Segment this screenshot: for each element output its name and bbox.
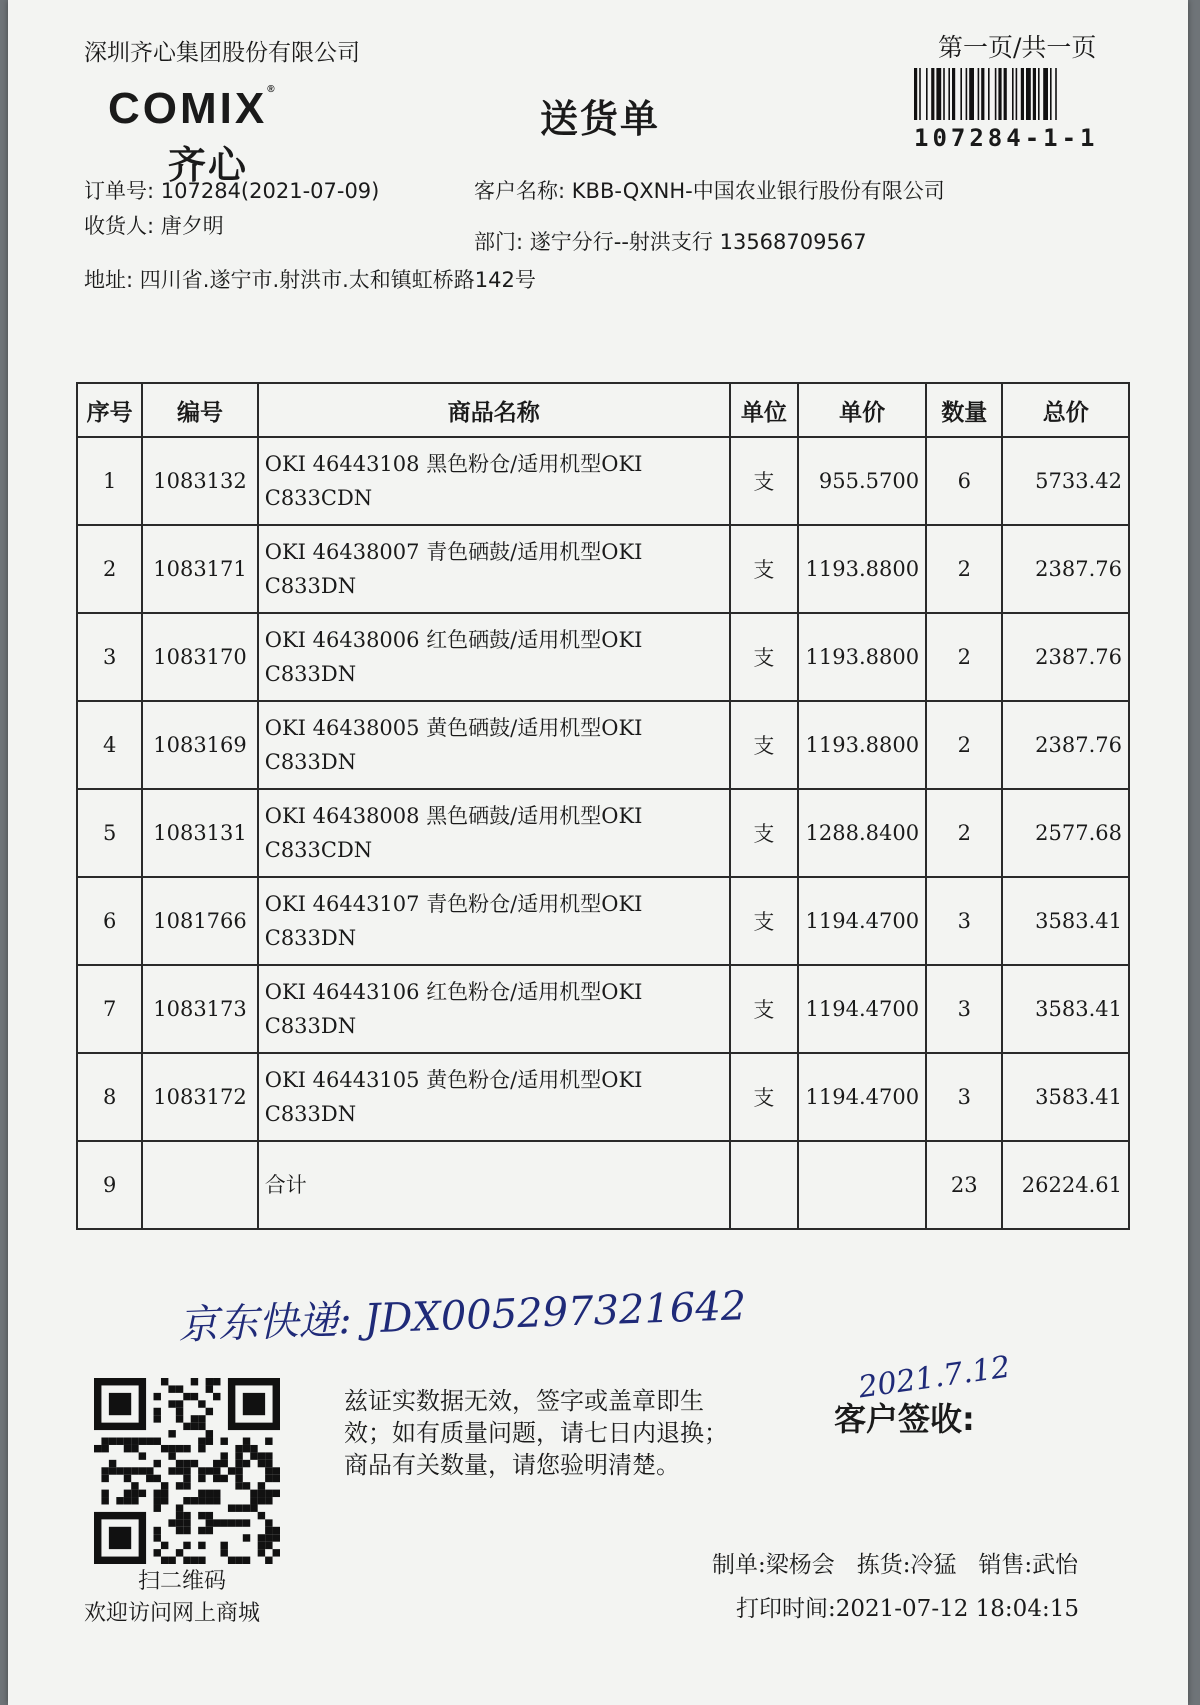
logo-chinese: 齐心 — [168, 143, 249, 187]
cell-price-empty — [798, 1141, 926, 1229]
cell-qty-sum: 23 — [926, 1141, 1002, 1229]
logo-text: COMIX — [108, 84, 268, 133]
qr-caption-line1: 扫二维码 — [138, 1569, 227, 1594]
cell-total: 3583.41 — [1002, 1053, 1129, 1141]
header-qty: 数量 — [926, 383, 1002, 437]
qr-caption-line2: 欢迎访问网上商城 — [84, 1601, 261, 1626]
cell-price: 1193.8800 — [798, 701, 926, 789]
cell-seq: 7 — [77, 965, 142, 1053]
header-unit: 单位 — [730, 383, 798, 437]
cell-code: 1083170 — [142, 613, 257, 701]
cell-code: 1083132 — [142, 437, 257, 525]
cell-qty: 3 — [926, 965, 1002, 1053]
cell-price: 1194.4700 — [798, 965, 926, 1053]
table-row — [77, 1053, 1129, 1141]
receiver — [84, 210, 224, 240]
company-name: 深圳齐心集团股份有限公司 — [84, 40, 360, 66]
cell-seq: 4 — [77, 701, 142, 789]
barcode-number: 107284-1-1 — [914, 124, 1099, 152]
receiver-label: 收货人: — [84, 214, 155, 238]
cell-price: 1194.4700 — [798, 1053, 926, 1141]
address — [84, 264, 536, 294]
cell-unit: 支 — [730, 701, 798, 789]
cell-unit: 支 — [730, 877, 798, 965]
order-value: 107284(2021-07-09) — [160, 179, 380, 203]
cell-seq: 9 — [77, 1141, 142, 1229]
cell-total-label: 合计 — [258, 1141, 730, 1229]
comix-logo — [108, 84, 278, 134]
header-code: 编号 — [142, 383, 257, 437]
cell-total: 2387.76 — [1002, 525, 1129, 613]
cell-price: 1193.8800 — [798, 525, 926, 613]
cell-seq: 1 — [77, 437, 142, 525]
cell-code: 1083171 — [142, 525, 257, 613]
cell-total: 2387.76 — [1002, 613, 1129, 701]
items-table — [76, 382, 1130, 1230]
cell-name: OKI 46443106 红色粉仓/适用机型OKI C833DN — [258, 965, 730, 1053]
cell-seq: 2 — [77, 525, 142, 613]
registered-mark-icon: ® — [267, 84, 278, 95]
cell-code: 1083131 — [142, 789, 257, 877]
cell-seq: 3 — [77, 613, 142, 701]
table-row — [77, 437, 1129, 525]
cell-name: OKI 46443105 黄色粉仓/适用机型OKI C833DN — [258, 1053, 730, 1141]
cell-name: OKI 46438005 黄色硒鼓/适用机型OKI C833DN — [258, 701, 730, 789]
cell-qty: 2 — [926, 789, 1002, 877]
table-row — [77, 965, 1129, 1053]
order-number — [84, 175, 379, 205]
address-value: 四川省.遂宁市.射洪市.太和镇虹桥路142号 — [139, 268, 536, 292]
barcode-icon — [914, 68, 1129, 120]
cell-name: OKI 46438007 青色硒鼓/适用机型OKI C833DN — [258, 525, 730, 613]
cell-unit: 支 — [730, 525, 798, 613]
cell-code: 1083169 — [142, 701, 257, 789]
cell-seq: 5 — [77, 789, 142, 877]
table-row — [77, 789, 1129, 877]
table-row — [77, 701, 1129, 789]
table-row — [77, 613, 1129, 701]
table-header-row — [77, 383, 1129, 437]
sales: 销售:武怡 — [978, 1552, 1079, 1578]
cell-total: 2387.76 — [1002, 701, 1129, 789]
order-label: 订单号: — [84, 179, 155, 203]
header-total: 总价 — [1002, 383, 1129, 437]
delivery-note-paper — [8, 0, 1188, 1705]
cell-qty: 6 — [926, 437, 1002, 525]
cell-code: 1083173 — [142, 965, 257, 1053]
cell-total: 5733.42 — [1002, 437, 1129, 525]
cell-total: 3583.41 — [1002, 965, 1129, 1053]
cell-price: 1288.8400 — [798, 789, 926, 877]
address-label: 地址: — [84, 268, 134, 292]
cell-qty: 3 — [926, 877, 1002, 965]
cell-seq: 6 — [77, 877, 142, 965]
cell-unit: 支 — [730, 613, 798, 701]
customer-sign-label: 客户签收: — [834, 1400, 975, 1438]
cell-code: 1083172 — [142, 1053, 257, 1141]
cell-qty: 2 — [926, 613, 1002, 701]
receiver-value: 唐夕明 — [160, 214, 224, 238]
table-total-row — [77, 1141, 1129, 1229]
cell-name: OKI 46443107 青色粉仓/适用机型OKI C833DN — [258, 877, 730, 965]
cell-qty: 3 — [926, 1053, 1002, 1141]
dept-value: 遂宁分行--射洪支行 13568709567 — [529, 230, 867, 254]
notice-text: 兹证实数据无效，签字或盖章即生效；如有质量问题，请七日内退换；商品有关数量，请您验明清楚。 — [344, 1387, 728, 1479]
cell-grand-total: 26224.61 — [1002, 1141, 1129, 1229]
handwritten-tracking: 京东快递: JDX005297321642 — [177, 1283, 747, 1349]
cell-total: 2577.68 — [1002, 789, 1129, 877]
customer-name — [474, 175, 945, 205]
header-seq: 序号 — [77, 383, 142, 437]
header-name: 商品名称 — [258, 383, 730, 437]
cell-total: 3583.41 — [1002, 877, 1129, 965]
cell-qty: 2 — [926, 701, 1002, 789]
customer-value: KBB-QXNH-中国农业银行股份有限公司 — [571, 179, 945, 203]
cell-unit: 支 — [730, 437, 798, 525]
maker: 制单:梁杨会 — [712, 1552, 835, 1578]
cell-price: 1193.8800 — [798, 613, 926, 701]
print-time: 打印时间:2021-07-12 18:04:15 — [736, 1596, 1079, 1622]
cell-code-empty — [142, 1141, 257, 1229]
page-info: 第一页/共一页 — [938, 33, 1097, 62]
cell-unit: 支 — [730, 965, 798, 1053]
cell-qty: 2 — [926, 525, 1002, 613]
table-row — [77, 525, 1129, 613]
footer-staff — [712, 1546, 1078, 1579]
cell-name: OKI 46443108 黑色粉仓/适用机型OKI C833CDN — [258, 437, 730, 525]
qr-code-icon — [94, 1378, 280, 1564]
cell-code: 1081766 — [142, 877, 257, 965]
dept-label: 部门: — [474, 230, 524, 254]
picker: 拣货:冷猛 — [856, 1552, 957, 1578]
cell-unit: 支 — [730, 1053, 798, 1141]
cell-unit-empty — [730, 1141, 798, 1229]
department — [474, 226, 867, 256]
cell-price: 1194.4700 — [798, 877, 926, 965]
cell-unit: 支 — [730, 789, 798, 877]
cell-price: 955.5700 — [798, 437, 926, 525]
cell-name: OKI 46438008 黑色硒鼓/适用机型OKI C833CDN — [258, 789, 730, 877]
table-row — [77, 877, 1129, 965]
header-price: 单价 — [798, 383, 926, 437]
cell-name: OKI 46438006 红色硒鼓/适用机型OKI C833DN — [258, 613, 730, 701]
document-title: 送货单 — [540, 97, 661, 141]
customer-label: 客户名称: — [474, 179, 566, 203]
qr-caption — [84, 1566, 261, 1630]
cell-seq: 8 — [77, 1053, 142, 1141]
handwritten-date: 2021.7.12 — [856, 1349, 1013, 1406]
